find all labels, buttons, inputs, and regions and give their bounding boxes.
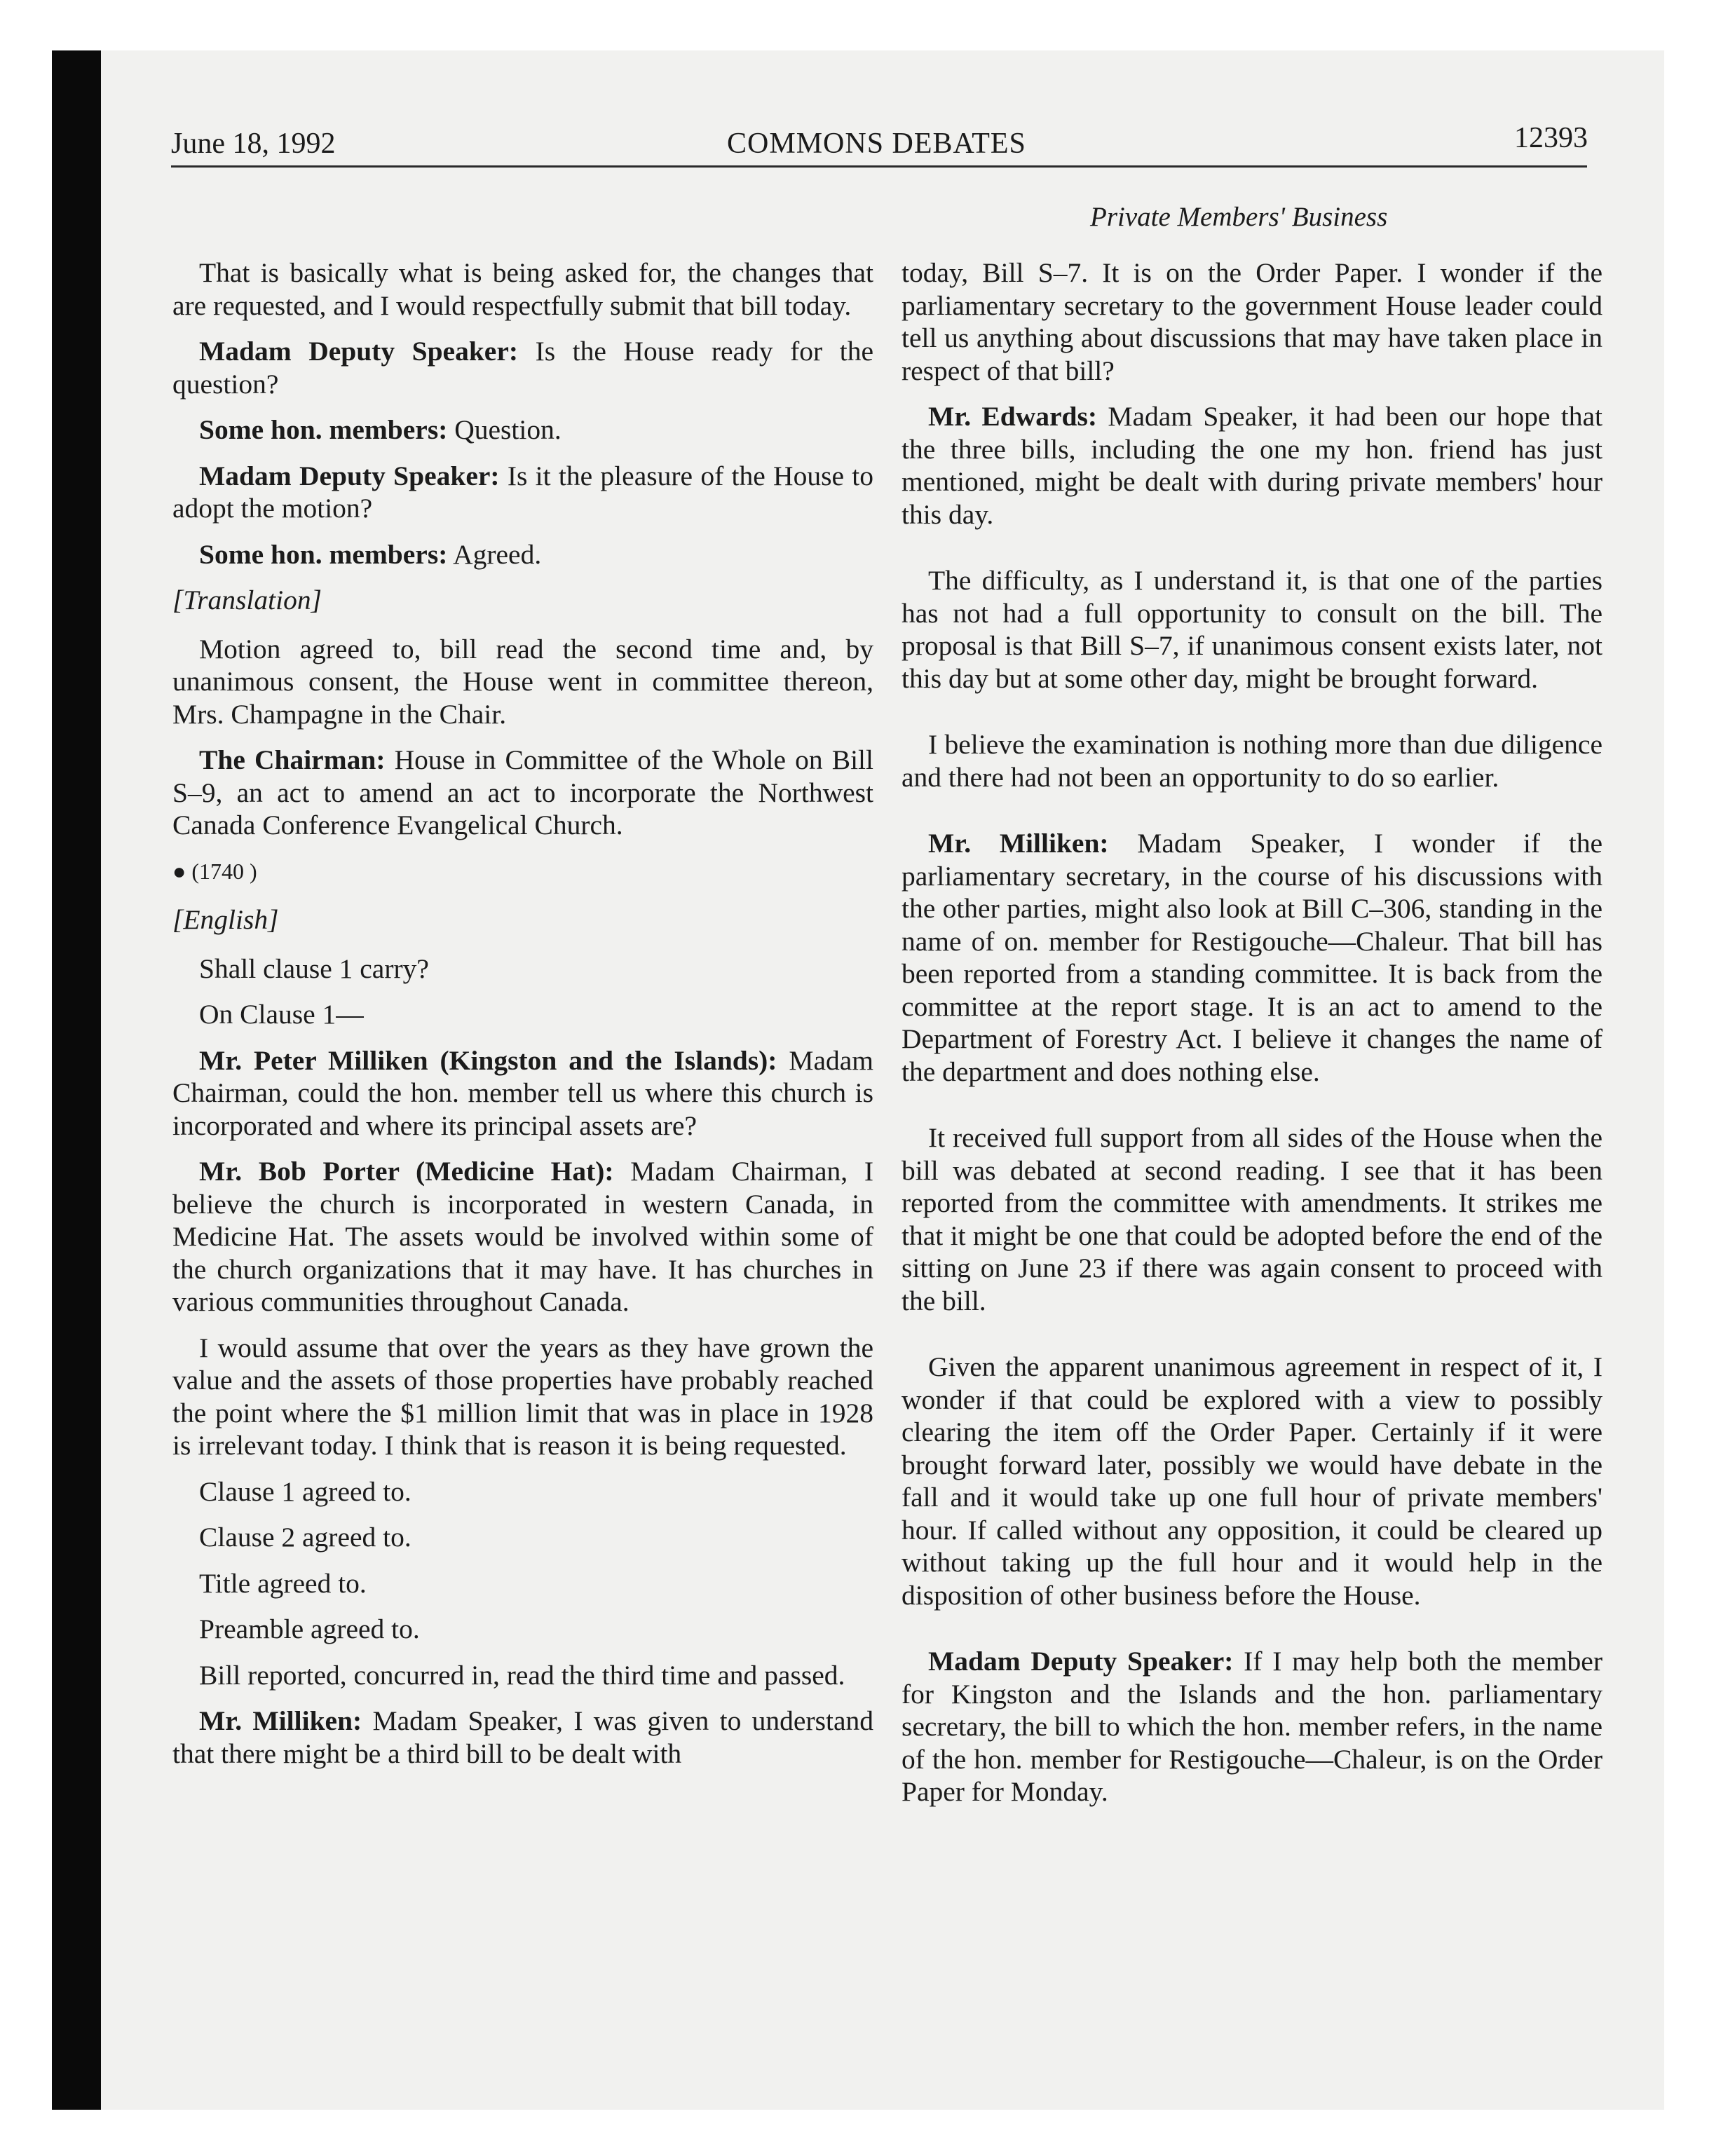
- speaker-name: Mr. Milliken:: [928, 828, 1109, 859]
- paragraph: Mr. Milliken: Madam Speaker, I wonder if the parliamentary secretary, in the course of his discussions with the other parties, might also look at Bill C–306, standing in the name of on. member for Restigouche—Chaleur. That bill has been reported from a standing committee. It is back from the committee at the report stage. It is an act to amend to the Department of Forestry Act. I believe it changes the name of the department and does nothing else.: [901, 828, 1603, 1087]
- paragraph: It received full support from all sides of the House when the bill was debated at second reading. I see that it has been reported from the committee with amendments. It strikes me that it might be one that could be adopted before the end of the sitting on June 23 if there was again consent to proceed with the bill.: [901, 1122, 1603, 1316]
- timestamp: ● (1740 ): [172, 858, 257, 884]
- speaker-name: Some hon. members:: [199, 414, 448, 445]
- speaker-name: Madam Deputy Speaker:: [928, 1646, 1234, 1677]
- speaker-name: Madam Deputy Speaker:: [199, 460, 500, 491]
- paragraph: Shall clause 1 carry?: [199, 953, 429, 984]
- paragraph: Mr. Peter Milliken (Kingston and the Islands): Madam Chairman, could the hon. member tell us where this church is incorporated and where its principal assets are?: [172, 1044, 873, 1141]
- speaker-name: Mr. Edwards:: [928, 401, 1098, 432]
- language-marker: [Translation]: [172, 585, 322, 615]
- header-rule: [171, 165, 1587, 168]
- left-column: [172, 257, 873, 1783]
- paragraph: Madam Deputy Speaker: Is the House ready for the question?: [172, 336, 873, 400]
- paragraph: Mr. Milliken: Madam Speaker, I was given to understand that there might be a third bill to be dealt with: [172, 1705, 873, 1769]
- right-column: [901, 257, 1603, 1822]
- paragraph: On Clause 1—: [199, 999, 364, 1030]
- section-title: Private Members' Business: [1090, 202, 1388, 232]
- paragraph: today, Bill S–7. It is on the Order Paper. I wonder if the parliamentary secretary to the government House leader could tell us anything about discussions that may have taken place in respect of that bill?: [901, 257, 1603, 386]
- paragraph: Preamble agreed to.: [199, 1613, 420, 1644]
- paragraph: Mr. Bob Porter (Medicine Hat): Madam Chairman, I believe the church is incorporated in western Canada, in Medicine Hat. The assets would be involved within some of the church organizations that it may have. It has churches in various communities throughout Canada.: [172, 1156, 873, 1317]
- speaker-name: Mr. Peter Milliken (Kingston and the Islands):: [199, 1044, 777, 1076]
- paragraph: Title agreed to.: [199, 1567, 367, 1599]
- header-page-number: 12393: [1514, 122, 1588, 154]
- paragraph: Madam Deputy Speaker: Is it the pleasure of the House to adopt the motion?: [172, 460, 873, 524]
- paragraph: The Chairman: House in Committee of the Whole on Bill S–9, an act to amend an act to incorporate the Northwest Canada Conference Evangelical Church.: [172, 744, 873, 840]
- paragraph: Motion agreed to, bill read the second time and, by unanimous consent, the House went in committee thereon, Mrs. Champagne in the Chair.: [172, 633, 873, 730]
- paragraph: I would assume that over the years as they have grown the value and the assets of those properties have probably reached the point where the $1 million limit that was in place in 1928 is irrelevant today. I think that is reason it is being requested.: [172, 1332, 873, 1461]
- language-marker: [English]: [172, 904, 279, 935]
- speaker-name: Mr. Bob Porter (Medicine Hat):: [199, 1156, 614, 1187]
- speaker-name: Mr. Milliken:: [199, 1705, 362, 1736]
- speaker-name: Madam Deputy Speaker:: [199, 336, 519, 367]
- paragraph: Clause 1 agreed to.: [199, 1475, 411, 1507]
- paragraph: I believe the examination is nothing more than due diligence and there had not been an opportunity to do so earlier.: [901, 729, 1603, 793]
- header-title: COMMONS DEBATES: [727, 128, 1026, 160]
- speaker-name: The Chairman:: [199, 744, 386, 775]
- header-date: June 18, 1992: [171, 128, 336, 160]
- paragraph: Madam Deputy Speaker: If I may help both the member for Kingston and the Islands and the hon. parliamentary secretary, the bill to which the hon. member refers, in the name of the hon. member for Restigouche—Chaleur, is on the Order Paper for Monday.: [901, 1646, 1603, 1807]
- speaker-name: Some hon. members:: [199, 538, 448, 570]
- paragraph: The difficulty, as I understand it, is that one of the parties has not had a full opportunity to consult on the bill. The proposal is that Bill S–7, if unanimous consent exists later, not this day but at some other day, might be brought forward.: [901, 565, 1603, 694]
- paragraph: Given the apparent unanimous agreement in respect of it, I wonder if that could be explored with a view to possibly clearing the item off the Order Paper. Certainly if it were brought forward later, possibly we would have debate in the fall and it would take up one full hour of private members' hour. If called without any opposition, it could be cleared up without taking up the full hour and it would help in the disposition of other business before the House.: [901, 1351, 1603, 1611]
- paragraph: That is basically what is being asked for, the changes that are requested, and I would respectfully submit that bill today.: [172, 257, 873, 321]
- paragraph: Mr. Edwards: Madam Speaker, it had been our hope that the three bills, including the one my hon. friend has just mentioned, might be dealt with during private members' hour this day.: [901, 401, 1603, 530]
- paragraph: Some hon. members: Agreed.: [199, 538, 542, 570]
- scan-edge: [52, 50, 101, 2110]
- paragraph: Some hon. members: Question.: [199, 414, 562, 445]
- paragraph: Clause 2 agreed to.: [199, 1522, 411, 1553]
- paragraph: Bill reported, concurred in, read the third time and passed.: [199, 1659, 845, 1691]
